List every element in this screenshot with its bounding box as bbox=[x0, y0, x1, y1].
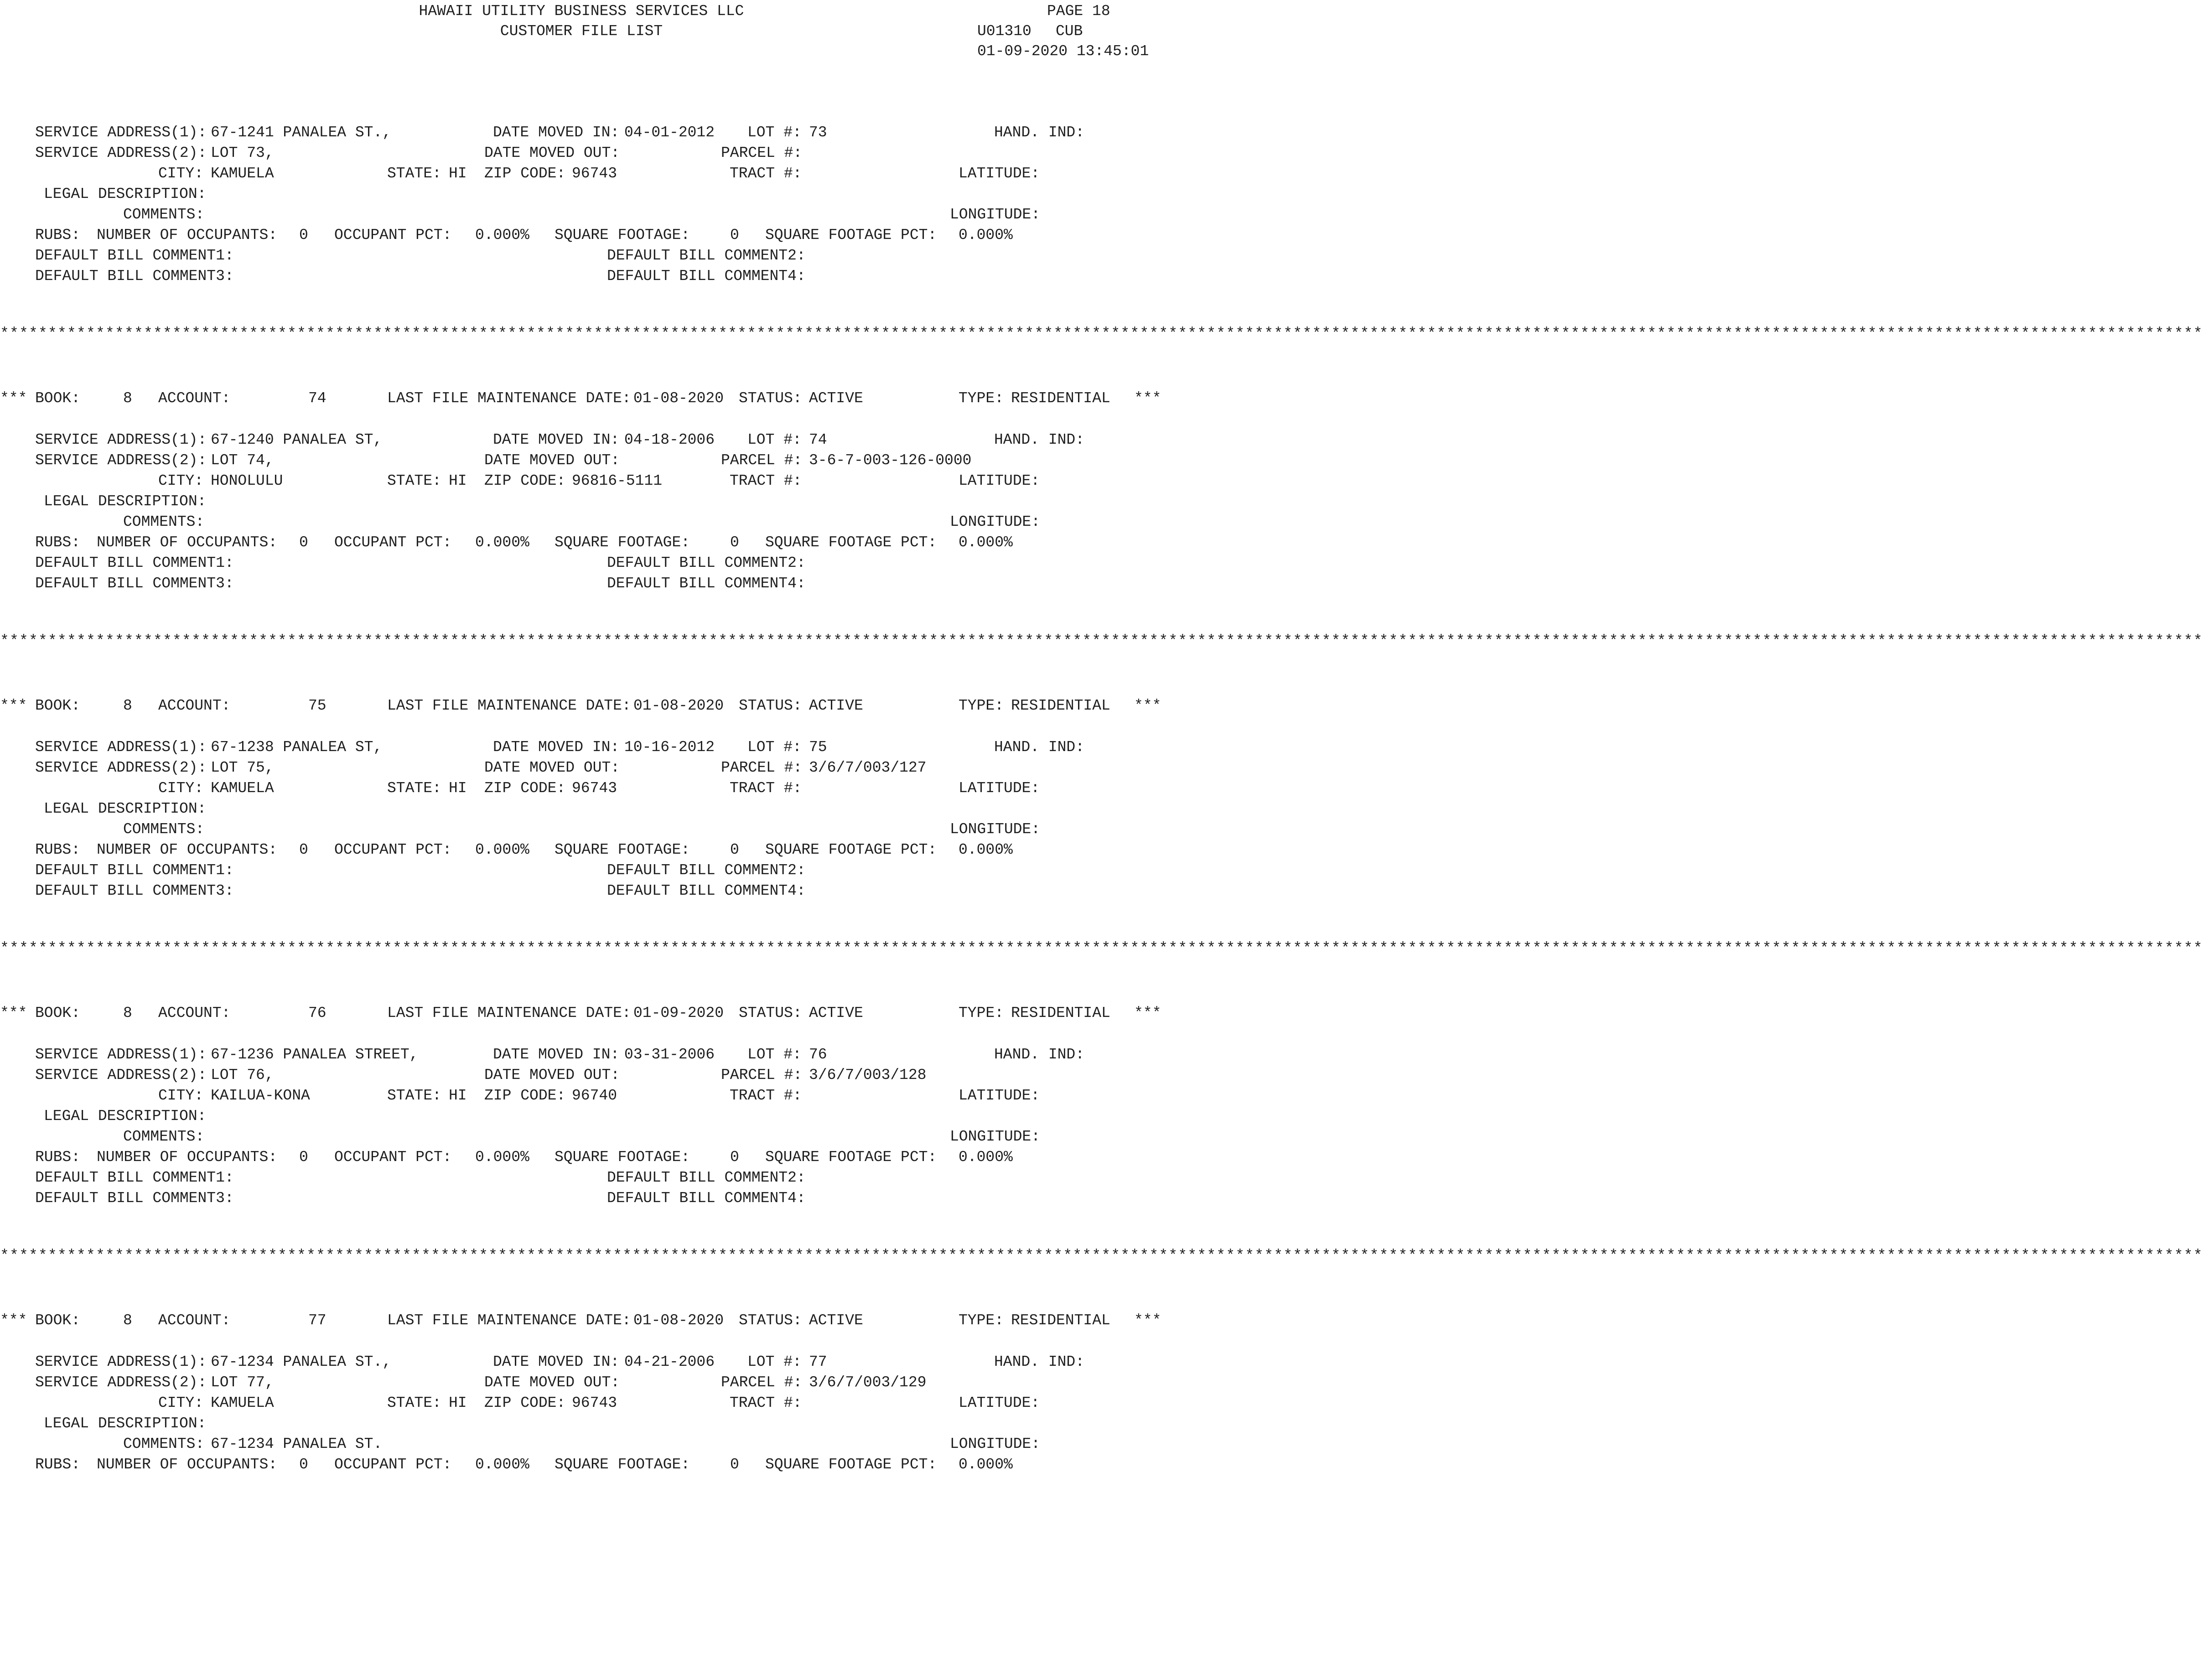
last-maintenance-label: LAST FILE MAINTENANCE DATE: bbox=[387, 1005, 631, 1021]
report-title: CUSTOMER FILE LIST bbox=[500, 23, 663, 40]
square-footage-pct-value: 0.000% bbox=[959, 1456, 1013, 1473]
parcel-value: 3/6/7/003/128 bbox=[809, 1067, 927, 1084]
occupant-pct-label: OCCUPANT PCT: bbox=[334, 1149, 452, 1166]
hand-ind-label: HAND. IND: bbox=[994, 431, 1085, 448]
status-value: ACTIVE bbox=[809, 1005, 863, 1021]
lot-value: 74 bbox=[809, 431, 827, 448]
banner-marker-right: *** bbox=[1134, 1312, 1161, 1329]
book-number: 8 bbox=[123, 1312, 132, 1329]
service-address-1-row bbox=[0, 737, 1163, 757]
lot-label: LOT #: bbox=[747, 431, 802, 448]
status-label: STATUS: bbox=[739, 390, 802, 407]
parcel-label: PARCEL #: bbox=[721, 145, 803, 161]
report-timestamp: 01-09-2020 13:45:01 bbox=[977, 43, 1149, 60]
longitude-label: LONGITUDE: bbox=[950, 1128, 1041, 1145]
legal-description-row bbox=[0, 1106, 1163, 1126]
company-name: HAWAII UTILITY BUSINESS SERVICES LLC bbox=[419, 3, 744, 20]
service-address-1-value: 67-1240 PANALEA ST, bbox=[211, 431, 383, 448]
bill-comment-row-2 bbox=[0, 881, 1163, 901]
default-bill-comment-3-label: DEFAULT BILL COMMENT3: bbox=[35, 268, 234, 285]
date-moved-in-value: 04-21-2006 bbox=[624, 1353, 715, 1370]
occupant-pct-label: OCCUPANT PCT: bbox=[334, 841, 452, 858]
service-address-2-label: SERVICE ADDRESS(2): bbox=[35, 452, 207, 469]
account-banner bbox=[0, 695, 1163, 716]
date-moved-in-label: DATE MOVED IN: bbox=[493, 124, 620, 141]
square-footage-pct-value: 0.000% bbox=[959, 227, 1013, 244]
account-label: ACCOUNT: bbox=[158, 697, 231, 714]
default-bill-comment-2-label: DEFAULT BILL COMMENT2: bbox=[607, 247, 806, 264]
banner-marker-left: *** bbox=[0, 1312, 27, 1329]
record-separator: ************************************************************************************************************************************************************************************************************************************** bbox=[0, 940, 2203, 957]
rubs-label: RUBS: bbox=[35, 534, 81, 551]
city-label: CITY: bbox=[158, 472, 204, 489]
lot-label: LOT #: bbox=[747, 1046, 802, 1063]
parcel-label: PARCEL #: bbox=[721, 1067, 803, 1084]
occupant-pct-label: OCCUPANT PCT: bbox=[334, 1456, 452, 1473]
service-address-1-label: SERVICE ADDRESS(1): bbox=[35, 124, 207, 141]
default-bill-comment-3-label: DEFAULT BILL COMMENT3: bbox=[35, 882, 234, 899]
square-footage-label: SQUARE FOOTAGE: bbox=[555, 841, 690, 858]
longitude-label: LONGITUDE: bbox=[950, 821, 1041, 838]
occupants-label: NUMBER OF OCCUPANTS: bbox=[97, 1149, 278, 1166]
service-address-2-label: SERVICE ADDRESS(2): bbox=[35, 759, 207, 776]
status-value: ACTIVE bbox=[809, 390, 863, 407]
city-label: CITY: bbox=[158, 165, 204, 182]
square-footage-pct-label: SQUARE FOOTAGE PCT: bbox=[765, 227, 937, 244]
city-state-zip-row bbox=[0, 471, 1163, 491]
hand-ind-label: HAND. IND: bbox=[994, 1353, 1085, 1370]
comments-value: 67-1234 PANALEA ST. bbox=[211, 1436, 383, 1452]
service-address-2-row bbox=[0, 450, 1163, 471]
hand-ind-label: HAND. IND: bbox=[994, 124, 1085, 141]
date-moved-in-label: DATE MOVED IN: bbox=[493, 1353, 620, 1370]
service-address-1-label: SERVICE ADDRESS(1): bbox=[35, 739, 207, 756]
rubs-label: RUBS: bbox=[35, 227, 81, 244]
occupants-value: 0 bbox=[299, 227, 308, 244]
service-address-1-label: SERVICE ADDRESS(1): bbox=[35, 431, 207, 448]
report-id: U01310 bbox=[977, 23, 1032, 40]
city-state-zip-row bbox=[0, 1085, 1163, 1106]
account-banner bbox=[0, 388, 1163, 409]
service-address-1-row bbox=[0, 1352, 1163, 1372]
state-label: STATE: bbox=[387, 1395, 441, 1411]
banner-marker-left: *** bbox=[0, 697, 27, 714]
occupants-value: 0 bbox=[299, 1149, 308, 1166]
latitude-label: LATITUDE: bbox=[959, 780, 1040, 797]
latitude-label: LATITUDE: bbox=[959, 1395, 1040, 1411]
lot-label: LOT #: bbox=[747, 124, 802, 141]
latitude-label: LATITUDE: bbox=[959, 1087, 1040, 1104]
account-label: ACCOUNT: bbox=[158, 1005, 231, 1021]
last-maintenance-date: 01-09-2020 bbox=[633, 1005, 724, 1021]
banner-marker-left: *** bbox=[0, 1005, 27, 1021]
service-address-1-value: 67-1236 PANALEA STREET, bbox=[211, 1046, 419, 1063]
default-bill-comment-4-label: DEFAULT BILL COMMENT4: bbox=[607, 268, 806, 285]
parcel-value: 3/6/7/003/127 bbox=[809, 759, 927, 776]
lot-value: 76 bbox=[809, 1046, 827, 1063]
longitude-label: LONGITUDE: bbox=[950, 206, 1041, 223]
occupant-pct-value: 0.000% bbox=[475, 1456, 529, 1473]
default-bill-comment-4-label: DEFAULT BILL COMMENT4: bbox=[607, 1190, 806, 1207]
city-state-zip-row bbox=[0, 1393, 1163, 1413]
comments-row bbox=[0, 1434, 1163, 1454]
rubs-row bbox=[0, 225, 1163, 245]
hand-ind-label: HAND. IND: bbox=[994, 1046, 1085, 1063]
service-address-2-row bbox=[0, 1372, 1163, 1393]
service-address-2-label: SERVICE ADDRESS(2): bbox=[35, 1067, 207, 1084]
zip-code-label: ZIP CODE: bbox=[484, 1395, 566, 1411]
lot-value: 77 bbox=[809, 1353, 827, 1370]
date-moved-in-value: 03-31-2006 bbox=[624, 1046, 715, 1063]
default-bill-comment-2-label: DEFAULT BILL COMMENT2: bbox=[607, 1169, 806, 1186]
square-footage-pct-value: 0.000% bbox=[959, 1149, 1013, 1166]
occupant-pct-value: 0.000% bbox=[475, 227, 529, 244]
legal-description-label: LEGAL DESCRIPTION: bbox=[44, 493, 207, 510]
square-footage-value: 0 bbox=[730, 841, 739, 858]
record-separator: ************************************************************************************************************************************************************************************************************************************** bbox=[0, 1247, 2203, 1264]
account-number: 75 bbox=[308, 697, 327, 714]
square-footage-pct-label: SQUARE FOOTAGE PCT: bbox=[765, 1456, 937, 1473]
square-footage-pct-label: SQUARE FOOTAGE PCT: bbox=[765, 1149, 937, 1166]
date-moved-out-label: DATE MOVED OUT: bbox=[484, 452, 620, 469]
service-address-2-row bbox=[0, 757, 1163, 778]
legal-description-label: LEGAL DESCRIPTION: bbox=[44, 1108, 207, 1125]
account-number: 76 bbox=[308, 1005, 327, 1021]
service-address-1-row bbox=[0, 122, 1163, 143]
legal-description-label: LEGAL DESCRIPTION: bbox=[44, 800, 207, 817]
occupant-pct-label: OCCUPANT PCT: bbox=[334, 227, 452, 244]
date-moved-out-label: DATE MOVED OUT: bbox=[484, 145, 620, 161]
date-moved-out-label: DATE MOVED OUT: bbox=[484, 1374, 620, 1391]
record-separator: ************************************************************************************************************************************************************************************************************************************** bbox=[0, 633, 2203, 649]
zip-code-value: 96743 bbox=[572, 165, 617, 182]
city-value: KAMUELA bbox=[211, 165, 274, 182]
account-label: ACCOUNT: bbox=[158, 390, 231, 407]
type-label: TYPE: bbox=[959, 1005, 1004, 1021]
default-bill-comment-1-label: DEFAULT BILL COMMENT1: bbox=[35, 1169, 234, 1186]
book-label: BOOK: bbox=[35, 1312, 81, 1329]
service-address-2-value: LOT 76, bbox=[211, 1067, 274, 1084]
legal-description-row bbox=[0, 491, 1163, 512]
state-value: HI bbox=[449, 472, 467, 489]
last-maintenance-date: 01-08-2020 bbox=[633, 1312, 724, 1329]
bill-comment-row-2 bbox=[0, 1188, 1163, 1208]
date-moved-in-label: DATE MOVED IN: bbox=[493, 739, 620, 756]
legal-description-row bbox=[0, 1413, 1163, 1434]
square-footage-pct-value: 0.000% bbox=[959, 534, 1013, 551]
state-value: HI bbox=[449, 165, 467, 182]
default-bill-comment-4-label: DEFAULT BILL COMMENT4: bbox=[607, 575, 806, 592]
banner-marker-left: *** bbox=[0, 390, 27, 407]
occupants-label: NUMBER OF OCCUPANTS: bbox=[97, 1456, 278, 1473]
city-value: KAILUA-KONA bbox=[211, 1087, 310, 1104]
type-value: RESIDENTIAL bbox=[1011, 1312, 1110, 1329]
city-label: CITY: bbox=[158, 1087, 204, 1104]
rubs-row bbox=[0, 532, 1163, 553]
status-label: STATUS: bbox=[739, 697, 802, 714]
tract-label: TRACT #: bbox=[730, 1087, 802, 1104]
tract-label: TRACT #: bbox=[730, 472, 802, 489]
zip-code-label: ZIP CODE: bbox=[484, 1087, 566, 1104]
service-address-2-label: SERVICE ADDRESS(2): bbox=[35, 145, 207, 161]
default-bill-comment-2-label: DEFAULT BILL COMMENT2: bbox=[607, 555, 806, 571]
parcel-value: 3-6-7-003-126-0000 bbox=[809, 452, 972, 469]
lot-value: 75 bbox=[809, 739, 827, 756]
status-value: ACTIVE bbox=[809, 697, 863, 714]
account-banner bbox=[0, 1310, 1163, 1331]
city-state-zip-row bbox=[0, 778, 1163, 799]
state-value: HI bbox=[449, 780, 467, 797]
latitude-label: LATITUDE: bbox=[959, 472, 1040, 489]
longitude-label: LONGITUDE: bbox=[950, 513, 1041, 530]
occupants-label: NUMBER OF OCCUPANTS: bbox=[97, 534, 278, 551]
state-label: STATE: bbox=[387, 1087, 441, 1104]
date-moved-out-label: DATE MOVED OUT: bbox=[484, 1067, 620, 1084]
book-label: BOOK: bbox=[35, 697, 81, 714]
default-bill-comment-3-label: DEFAULT BILL COMMENT3: bbox=[35, 575, 234, 592]
tract-label: TRACT #: bbox=[730, 1395, 802, 1411]
occupants-value: 0 bbox=[299, 841, 308, 858]
legal-description-row bbox=[0, 799, 1163, 819]
comments-row bbox=[0, 512, 1163, 532]
service-address-2-value: LOT 73, bbox=[211, 145, 274, 161]
rubs-row bbox=[0, 1454, 1163, 1475]
comments-label: COMMENTS: bbox=[123, 513, 205, 530]
parcel-value: 3/6/7/003/129 bbox=[809, 1374, 927, 1391]
occupant-pct-value: 0.000% bbox=[475, 841, 529, 858]
type-value: RESIDENTIAL bbox=[1011, 697, 1110, 714]
state-label: STATE: bbox=[387, 165, 441, 182]
type-value: RESIDENTIAL bbox=[1011, 390, 1110, 407]
date-moved-in-value: 04-18-2006 bbox=[624, 431, 715, 448]
banner-marker-right: *** bbox=[1134, 697, 1161, 714]
zip-code-label: ZIP CODE: bbox=[484, 165, 566, 182]
state-label: STATE: bbox=[387, 780, 441, 797]
date-moved-in-label: DATE MOVED IN: bbox=[493, 431, 620, 448]
type-label: TYPE: bbox=[959, 1312, 1004, 1329]
square-footage-value: 0 bbox=[730, 227, 739, 244]
service-address-1-row bbox=[0, 430, 1163, 450]
square-footage-pct-value: 0.000% bbox=[959, 841, 1013, 858]
service-address-1-value: 67-1238 PANALEA ST, bbox=[211, 739, 383, 756]
square-footage-value: 0 bbox=[730, 534, 739, 551]
state-label: STATE: bbox=[387, 472, 441, 489]
legal-description-label: LEGAL DESCRIPTION: bbox=[44, 1415, 207, 1432]
system-code: CUB bbox=[1056, 23, 1083, 40]
occupant-pct-value: 0.000% bbox=[475, 1149, 529, 1166]
book-number: 8 bbox=[123, 1005, 132, 1021]
comments-label: COMMENTS: bbox=[123, 1128, 205, 1145]
default-bill-comment-2-label: DEFAULT BILL COMMENT2: bbox=[607, 862, 806, 879]
rubs-label: RUBS: bbox=[35, 1149, 81, 1166]
service-address-2-row bbox=[0, 143, 1163, 163]
square-footage-pct-label: SQUARE FOOTAGE PCT: bbox=[765, 841, 937, 858]
service-address-1-label: SERVICE ADDRESS(1): bbox=[35, 1046, 207, 1063]
comments-label: COMMENTS: bbox=[123, 206, 205, 223]
default-bill-comment-3-label: DEFAULT BILL COMMENT3: bbox=[35, 1190, 234, 1207]
longitude-label: LONGITUDE: bbox=[950, 1436, 1041, 1452]
last-maintenance-label: LAST FILE MAINTENANCE DATE: bbox=[387, 1312, 631, 1329]
default-bill-comment-4-label: DEFAULT BILL COMMENT4: bbox=[607, 882, 806, 899]
record-separator: ************************************************************************************************************************************************************************************************************************************** bbox=[0, 325, 2203, 342]
bill-comment-row-1 bbox=[0, 860, 1163, 881]
square-footage-pct-label: SQUARE FOOTAGE PCT: bbox=[765, 534, 937, 551]
rubs-label: RUBS: bbox=[35, 841, 81, 858]
state-value: HI bbox=[449, 1395, 467, 1411]
date-moved-in-value: 04-01-2012 bbox=[624, 124, 715, 141]
default-bill-comment-1-label: DEFAULT BILL COMMENT1: bbox=[35, 862, 234, 879]
tract-label: TRACT #: bbox=[730, 780, 802, 797]
latitude-label: LATITUDE: bbox=[959, 165, 1040, 182]
service-address-2-value: LOT 77, bbox=[211, 1374, 274, 1391]
comments-row bbox=[0, 204, 1163, 225]
zip-code-value: 96740 bbox=[572, 1087, 617, 1104]
date-moved-in-label: DATE MOVED IN: bbox=[493, 1046, 620, 1063]
bill-comment-row-1 bbox=[0, 1167, 1163, 1188]
service-address-1-row bbox=[0, 1044, 1163, 1065]
tract-label: TRACT #: bbox=[730, 165, 802, 182]
parcel-label: PARCEL #: bbox=[721, 452, 803, 469]
last-maintenance-date: 01-08-2020 bbox=[633, 390, 724, 407]
occupants-label: NUMBER OF OCCUPANTS: bbox=[97, 227, 278, 244]
zip-code-value: 96743 bbox=[572, 780, 617, 797]
account-label: ACCOUNT: bbox=[158, 1312, 231, 1329]
square-footage-label: SQUARE FOOTAGE: bbox=[555, 227, 690, 244]
book-label: BOOK: bbox=[35, 1005, 81, 1021]
service-address-2-row bbox=[0, 1065, 1163, 1085]
lot-value: 73 bbox=[809, 124, 827, 141]
rubs-label: RUBS: bbox=[35, 1456, 81, 1473]
service-address-1-value: 67-1241 PANALEA ST., bbox=[211, 124, 392, 141]
occupant-pct-label: OCCUPANT PCT: bbox=[334, 534, 452, 551]
hand-ind-label: HAND. IND: bbox=[994, 739, 1085, 756]
status-label: STATUS: bbox=[739, 1005, 802, 1021]
parcel-label: PARCEL #: bbox=[721, 1374, 803, 1391]
legal-description-label: LEGAL DESCRIPTION: bbox=[44, 186, 207, 202]
city-value: KAMUELA bbox=[211, 780, 274, 797]
bill-comment-row-1 bbox=[0, 245, 1163, 266]
square-footage-label: SQUARE FOOTAGE: bbox=[555, 534, 690, 551]
lot-label: LOT #: bbox=[747, 739, 802, 756]
banner-marker-right: *** bbox=[1134, 1005, 1161, 1021]
zip-code-label: ZIP CODE: bbox=[484, 472, 566, 489]
city-state-zip-row bbox=[0, 163, 1163, 184]
legal-description-row bbox=[0, 184, 1163, 204]
comments-row bbox=[0, 1126, 1163, 1147]
service-address-2-value: LOT 75, bbox=[211, 759, 274, 776]
occupants-label: NUMBER OF OCCUPANTS: bbox=[97, 841, 278, 858]
bill-comment-row-2 bbox=[0, 266, 1163, 286]
city-value: HONOLULU bbox=[211, 472, 283, 489]
default-bill-comment-1-label: DEFAULT BILL COMMENT1: bbox=[35, 247, 234, 264]
city-label: CITY: bbox=[158, 780, 204, 797]
last-maintenance-label: LAST FILE MAINTENANCE DATE: bbox=[387, 390, 631, 407]
rubs-row bbox=[0, 1147, 1163, 1167]
service-address-1-label: SERVICE ADDRESS(1): bbox=[35, 1353, 207, 1370]
account-number: 74 bbox=[308, 390, 327, 407]
city-value: KAMUELA bbox=[211, 1395, 274, 1411]
city-label: CITY: bbox=[158, 1395, 204, 1411]
book-label: BOOK: bbox=[35, 390, 81, 407]
last-maintenance-date: 01-08-2020 bbox=[633, 697, 724, 714]
bill-comment-row-1 bbox=[0, 553, 1163, 573]
parcel-label: PARCEL #: bbox=[721, 759, 803, 776]
status-label: STATUS: bbox=[739, 1312, 802, 1329]
comments-label: COMMENTS: bbox=[123, 1436, 205, 1452]
last-maintenance-label: LAST FILE MAINTENANCE DATE: bbox=[387, 697, 631, 714]
account-banner bbox=[0, 1003, 1163, 1023]
service-address-2-value: LOT 74, bbox=[211, 452, 274, 469]
square-footage-value: 0 bbox=[730, 1456, 739, 1473]
zip-code-label: ZIP CODE: bbox=[484, 780, 566, 797]
rubs-row bbox=[0, 840, 1163, 860]
service-address-2-label: SERVICE ADDRESS(2): bbox=[35, 1374, 207, 1391]
square-footage-value: 0 bbox=[730, 1149, 739, 1166]
type-value: RESIDENTIAL bbox=[1011, 1005, 1110, 1021]
lot-label: LOT #: bbox=[747, 1353, 802, 1370]
book-number: 8 bbox=[123, 390, 132, 407]
occupant-pct-value: 0.000% bbox=[475, 534, 529, 551]
date-moved-out-label: DATE MOVED OUT: bbox=[484, 759, 620, 776]
service-address-1-value: 67-1234 PANALEA ST., bbox=[211, 1353, 392, 1370]
state-value: HI bbox=[449, 1087, 467, 1104]
occupants-value: 0 bbox=[299, 1456, 308, 1473]
occupants-value: 0 bbox=[299, 534, 308, 551]
type-label: TYPE: bbox=[959, 697, 1004, 714]
account-number: 77 bbox=[308, 1312, 327, 1329]
comments-row bbox=[0, 819, 1163, 840]
status-value: ACTIVE bbox=[809, 1312, 863, 1329]
zip-code-value: 96816-5111 bbox=[572, 472, 663, 489]
zip-code-value: 96743 bbox=[572, 1395, 617, 1411]
square-footage-label: SQUARE FOOTAGE: bbox=[555, 1456, 690, 1473]
book-number: 8 bbox=[123, 697, 132, 714]
banner-marker-right: *** bbox=[1134, 390, 1161, 407]
page-number: PAGE 18 bbox=[1047, 3, 1110, 20]
bill-comment-row-2 bbox=[0, 573, 1163, 594]
date-moved-in-value: 10-16-2012 bbox=[624, 739, 715, 756]
comments-label: COMMENTS: bbox=[123, 821, 205, 838]
type-label: TYPE: bbox=[959, 390, 1004, 407]
square-footage-label: SQUARE FOOTAGE: bbox=[555, 1149, 690, 1166]
default-bill-comment-1-label: DEFAULT BILL COMMENT1: bbox=[35, 555, 234, 571]
